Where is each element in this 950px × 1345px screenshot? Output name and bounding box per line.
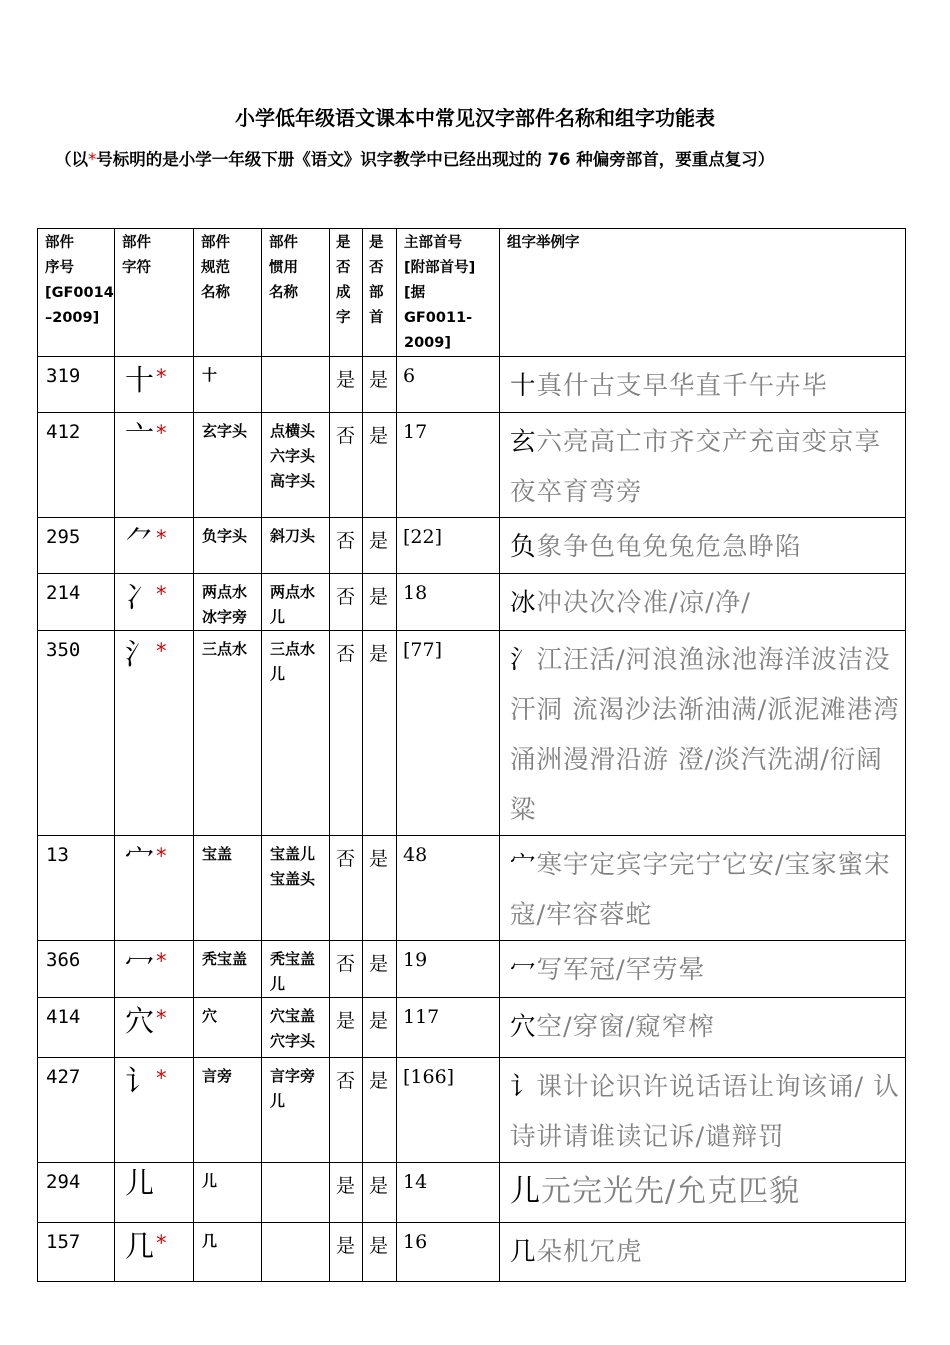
cell-examples (500, 518, 906, 574)
cell-radical-no: 14 (397, 1163, 500, 1223)
cell-num: 294 (38, 1163, 115, 1223)
header-line: 2009] (404, 335, 451, 351)
name-line: 负字头 (202, 527, 248, 545)
cell-is-char: 否 (330, 413, 363, 518)
cell-is-radical: 是 (363, 413, 397, 518)
cell-num: 366 (38, 941, 115, 998)
name-line: 斜刀头 (270, 527, 316, 545)
cell-common-name (262, 941, 330, 998)
example-head-char: 氵 (510, 645, 537, 675)
name-line: 几 (202, 1232, 218, 1250)
name-line: 穴 (202, 1007, 218, 1025)
cell-is-radical: 是 (363, 998, 397, 1058)
header-line: 组字举例字 (507, 235, 580, 251)
header-line: 否 (369, 260, 384, 276)
cell-std-name (194, 1163, 262, 1223)
cell-common-name (262, 413, 330, 518)
cell-char (115, 357, 194, 413)
example-chars: 真什古支早华直千午卉毕 (536, 371, 829, 401)
name-line: 点横头 (270, 422, 316, 440)
header-line: 主部首号 (404, 235, 462, 251)
table-row (38, 574, 906, 631)
header-line: 字 (336, 310, 351, 326)
header-col-common-name (262, 229, 330, 357)
star-mark: * (156, 1006, 167, 1030)
example-head-char: 冰 (510, 588, 537, 618)
cell-char (115, 413, 194, 518)
cell-is-char: 是 (330, 1223, 363, 1282)
name-line: 言字旁 (270, 1067, 316, 1085)
header-col-char (115, 229, 194, 357)
subtitle-open: （以 (55, 150, 88, 169)
example-head-char: 冖 (510, 955, 537, 985)
cell-radical-no: 48 (397, 836, 500, 941)
name-line: 两点水 (270, 583, 316, 601)
star-mark: * (156, 844, 167, 868)
name-line: 宝盖头 (270, 870, 316, 888)
header-line: 是 (336, 235, 351, 251)
component-char: ⺈ (125, 524, 155, 558)
header-line: 部件 (45, 235, 74, 251)
header-col-radical-no (397, 229, 500, 357)
cell-examples (500, 1163, 906, 1223)
example-chars: 空/穿窗/窥窄榨 (536, 1012, 715, 1042)
component-char: 几 (125, 1229, 155, 1263)
header-line: 部 (369, 285, 384, 301)
cell-common-name (262, 631, 330, 836)
cell-is-radical: 是 (363, 574, 397, 631)
table-row (38, 998, 906, 1058)
header-line: –2009] (45, 310, 100, 326)
cell-examples (500, 574, 906, 631)
component-char: 亠 (125, 419, 155, 453)
name-line: 穴字头 (270, 1032, 316, 1050)
star-mark: * (156, 949, 167, 973)
cell-std-name (194, 836, 262, 941)
example-chars: 冲决次冷准/凉/净/ (536, 588, 751, 618)
star-mark: * (156, 421, 167, 445)
header-line: 部件 (122, 235, 151, 251)
example-chars: 朵机冗虎 (536, 1237, 643, 1267)
component-char: 宀 (125, 842, 155, 876)
cell-char (115, 1223, 194, 1282)
cell-common-name (262, 1223, 330, 1282)
cell-char (115, 836, 194, 941)
cell-num: 412 (38, 413, 115, 518)
name-line: 两点水 (202, 583, 248, 601)
cell-std-name (194, 1058, 262, 1163)
header-line: 部件 (269, 235, 298, 251)
cell-radical-no: 117 (397, 998, 500, 1058)
table-header-row (38, 229, 906, 357)
cell-common-name (262, 1058, 330, 1163)
header-line: 否 (336, 260, 351, 276)
subtitle-rest: 号标明的是小学一年级下册《语文》识字教学中已经出现过的 76 种偏旁部首，要重点复习） (96, 150, 775, 169)
cell-char (115, 1163, 194, 1223)
name-line: 高字头 (270, 472, 316, 490)
header-line: 字符 (122, 260, 151, 276)
cell-common-name (262, 518, 330, 574)
header-line: 首 (369, 310, 384, 326)
table-row (38, 836, 906, 941)
star-mark: * (156, 639, 167, 663)
header-col-num (38, 229, 115, 357)
header-line: [附部首号] (404, 260, 476, 276)
header-line: 序号 (45, 260, 74, 276)
cell-num: 214 (38, 574, 115, 631)
cell-examples (500, 1058, 906, 1163)
name-line: 宝盖 (202, 845, 233, 863)
cell-radical-no: 6 (397, 357, 500, 413)
cell-num: 319 (38, 357, 115, 413)
component-char: 十 (125, 363, 155, 397)
cell-is-char: 是 (330, 998, 363, 1058)
example-head-char: 负 (510, 532, 537, 562)
cell-num: 427 (38, 1058, 115, 1163)
cell-is-char: 否 (330, 518, 363, 574)
cell-radical-no: 18 (397, 574, 500, 631)
header-line: [据 GF0011- (404, 285, 473, 326)
cell-std-name (194, 357, 262, 413)
cell-radical-no: 17 (397, 413, 500, 518)
cell-is-radical: 是 (363, 1058, 397, 1163)
cell-is-char: 否 (330, 631, 363, 836)
cell-examples (500, 631, 906, 836)
header-line: 惯用 (269, 260, 298, 276)
component-char: 讠 (125, 1064, 155, 1098)
cell-radical-no: [22] (397, 518, 500, 574)
cell-is-char: 否 (330, 574, 363, 631)
page-title: 小学低年级语文课本中常见汉字部件名称和组字功能表 (235, 106, 715, 130)
table-row (38, 631, 906, 836)
cell-common-name (262, 1163, 330, 1223)
name-line: 三点水 (202, 640, 248, 658)
cell-examples (500, 357, 906, 413)
cell-examples (500, 941, 906, 998)
example-head-char: 穴 (510, 1012, 537, 1042)
cell-is-radical: 是 (363, 518, 397, 574)
name-line: 玄字头 (202, 422, 248, 440)
component-char: 冫 (125, 580, 155, 614)
cell-char (115, 518, 194, 574)
name-line: 宝盖儿 (270, 845, 316, 863)
table-body (38, 357, 906, 1282)
cell-radical-no: 16 (397, 1223, 500, 1282)
table-row (38, 518, 906, 574)
cell-std-name (194, 941, 262, 998)
cell-examples (500, 413, 906, 518)
cell-is-char: 是 (330, 1163, 363, 1223)
cell-radical-no: [77] (397, 631, 500, 836)
cell-examples (500, 836, 906, 941)
example-chars: 六亮高亡市齐交产充亩变京享夜卒育弯旁 (510, 427, 882, 507)
table-row (38, 413, 906, 518)
name-line: 三点水 (270, 640, 316, 658)
cell-char (115, 574, 194, 631)
name-line: 儿 (270, 608, 286, 626)
cell-common-name (262, 574, 330, 631)
star-mark: * (88, 150, 97, 169)
cell-is-char: 是 (330, 357, 363, 413)
example-head-char: 十 (510, 371, 537, 401)
table-row (38, 1163, 906, 1223)
example-chars: 寒宇定宾字完宁它安/宝家蜜宋寇/牢容蓉蛇 (510, 850, 891, 930)
name-line: 冰字旁 (202, 608, 248, 626)
header-line: 部件 (201, 235, 230, 251)
cell-num: 157 (38, 1223, 115, 1282)
header-line: [GF0014 (45, 285, 114, 301)
example-head-char: 宀 (510, 850, 537, 880)
cell-is-radical: 是 (363, 836, 397, 941)
cell-num: 13 (38, 836, 115, 941)
header-col-is-char (330, 229, 363, 357)
example-head-char: 儿 (510, 1174, 541, 1209)
cell-num: 350 (38, 631, 115, 836)
cell-is-radical: 是 (363, 631, 397, 836)
example-head-char: 几 (510, 1237, 537, 1267)
component-char: 冖 (125, 947, 155, 981)
name-line: 儿 (270, 1092, 286, 1110)
example-chars: 课计论识许说话语让询该诵/ 认诗讲请谁读记诉/谴辩罚 (510, 1072, 900, 1152)
name-line: 穴宝盖 (270, 1007, 316, 1025)
cell-common-name (262, 998, 330, 1058)
cell-is-char: 否 (330, 1058, 363, 1163)
component-char: 氵 (125, 637, 155, 671)
cell-examples (500, 1223, 906, 1282)
cell-is-radical: 是 (363, 1163, 397, 1223)
cell-char (115, 631, 194, 836)
table-row (38, 1223, 906, 1282)
example-chars: 元完光先/允克匹貌 (541, 1174, 801, 1209)
cell-std-name (194, 518, 262, 574)
cell-char (115, 1058, 194, 1163)
cell-is-char: 否 (330, 836, 363, 941)
cell-common-name (262, 357, 330, 413)
name-line: 秃宝盖 (202, 950, 248, 968)
name-line: 儿 (270, 975, 286, 993)
cell-is-radical: 是 (363, 941, 397, 998)
cell-char (115, 941, 194, 998)
name-line: 儿 (270, 665, 286, 683)
cell-std-name (194, 413, 262, 518)
cell-radical-no: 19 (397, 941, 500, 998)
cell-is-char: 否 (330, 941, 363, 998)
example-head-char: 讠 (510, 1072, 537, 1102)
radical-table (37, 228, 906, 1282)
cell-is-radical: 是 (363, 1223, 397, 1282)
star-mark: * (156, 365, 167, 389)
header-line: 名称 (201, 285, 230, 301)
name-line: 六字头 (270, 447, 316, 465)
example-chars: 写军冠/罕劳晕 (536, 955, 706, 985)
star-mark: * (156, 1231, 167, 1255)
header-line: 是 (369, 235, 384, 251)
header-line: 成 (336, 285, 351, 301)
star-mark: * (156, 526, 167, 550)
star-mark: * (156, 582, 167, 606)
cell-common-name (262, 836, 330, 941)
header-col-std-name (194, 229, 262, 357)
example-chars: 江汪活/河浪渔泳池海洋波洁没汗洞 流渴沙法渐油满/派泥滩港湾涌洲漫滑沿游 澄/淡汽洗湖/衍阔粱 (510, 645, 900, 825)
table-row (38, 1058, 906, 1163)
cell-std-name (194, 574, 262, 631)
cell-num: 414 (38, 998, 115, 1058)
name-line: 言旁 (202, 1067, 233, 1085)
name-line: 十 (202, 366, 218, 384)
cell-std-name (194, 631, 262, 836)
example-head-char: 玄 (510, 427, 537, 457)
table-row (38, 357, 906, 413)
cell-char (115, 998, 194, 1058)
header-line: 名称 (269, 285, 298, 301)
cell-std-name (194, 1223, 262, 1282)
cell-radical-no: [166] (397, 1058, 500, 1163)
header-line: 规范 (201, 260, 230, 276)
table-row (38, 941, 906, 998)
name-line: 儿 (202, 1172, 218, 1190)
component-char: 儿 (125, 1166, 155, 1200)
name-line: 秃宝盖 (270, 950, 316, 968)
star-mark: * (156, 1066, 167, 1090)
header-col-examples (500, 229, 906, 357)
page-subtitle (55, 146, 915, 170)
cell-num: 295 (38, 518, 115, 574)
cell-std-name (194, 998, 262, 1058)
component-char: 穴 (125, 1004, 155, 1038)
cell-is-radical: 是 (363, 357, 397, 413)
example-chars: 象争色龟免兔危急睁陷 (536, 532, 802, 562)
header-col-is-radical (363, 229, 397, 357)
cell-examples (500, 998, 906, 1058)
